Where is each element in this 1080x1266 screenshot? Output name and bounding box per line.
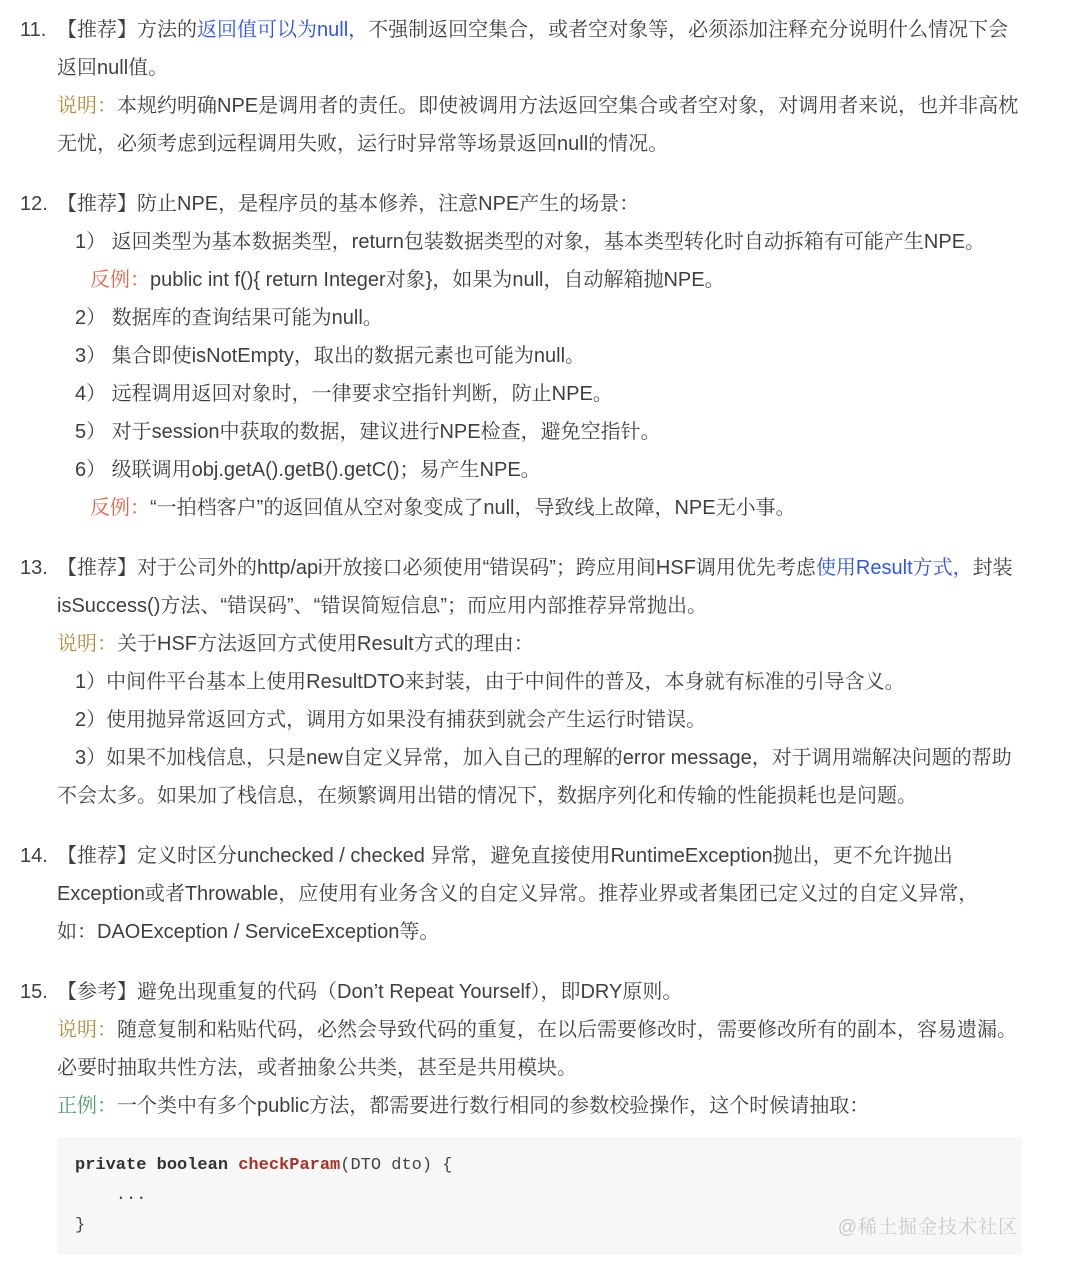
doc-line xyxy=(57,87,1060,125)
note-label: 说明： xyxy=(57,95,117,117)
code-keyword: private boolean xyxy=(75,1156,239,1175)
text-segment: 【参考】避免出现重复的代码（Don’t Repeat Yourself），即DRY原则。 xyxy=(57,981,683,1003)
text-segment: 5） 对于session中获取的数据，建议进行NPE检查，避免空指针。 xyxy=(75,421,661,443)
text-segment: 本规约明确NPE是调用者的责任。即使被调用方法返回空集合或者空对象，对调用者来说，也并非高枕 xyxy=(117,95,1019,117)
text-segment: 返回null值。 xyxy=(57,57,169,79)
text-segment: 【推荐】方法的 xyxy=(57,19,197,41)
item-number: 13. xyxy=(20,557,48,579)
doc-line xyxy=(57,701,1060,739)
item-number: 14. xyxy=(20,845,48,867)
doc-line xyxy=(57,625,1060,663)
text-segment: 【推荐】防止NPE，是程序员的基本修养，注意NPE产生的场景： xyxy=(57,193,640,215)
inline-link[interactable]: 使用Result方式， xyxy=(815,557,973,579)
code-function-name: checkParam xyxy=(238,1156,341,1175)
doc-line xyxy=(57,299,1060,337)
doc-line xyxy=(57,913,1060,951)
text-segment: 随意复制和粘贴代码，必然会导致代码的重复，在以后需要修改时，需要修改所有的副本，容易遗漏。 xyxy=(117,1019,1017,1041)
doc-line xyxy=(57,451,1060,489)
doc-line xyxy=(57,11,1060,49)
inline-link[interactable]: 返回值可以为null， xyxy=(197,19,369,41)
text-segment: 关于HSF方法返回方式使用Result方式的理由： xyxy=(117,633,534,655)
doc-line xyxy=(57,1087,1060,1125)
guideline-item xyxy=(20,549,1060,815)
code-text: (DTO dto) { xyxy=(340,1156,453,1175)
note-label: 说明： xyxy=(57,633,117,655)
text-segment: 2） 数据库的查询结果可能为null。 xyxy=(75,307,383,329)
doc-line xyxy=(57,337,1060,375)
positive-example-label: 正例： xyxy=(57,1095,117,1117)
doc-line xyxy=(57,185,1060,223)
text-segment: 不强制返回空集合，或者空对象等，必须添加注释充分说明什么情况下会 xyxy=(368,19,1009,41)
text-segment: 3）如果不加栈信息，只是new自定义异常，加入自己的理解的error message，对于调用端解决问题的帮助 xyxy=(75,747,1012,769)
watermark: @稀土掘金技术社区 xyxy=(837,1217,1018,1238)
counterexample-label: 反例： xyxy=(90,269,150,291)
text-segment: 【推荐】对于公司外的http/api开放接口必须使用“错误码”；跨应用间HSF调用优先考虑 xyxy=(57,557,816,579)
text-segment: 如：DAOException / ServiceException等。 xyxy=(57,921,440,943)
doc-line xyxy=(57,1049,1060,1087)
text-segment: 2）使用抛异常返回方式，调用方如果没有捕获到就会产生运行时错误。 xyxy=(75,709,707,731)
text-segment: 一个类中有多个public方法，都需要进行数行相同的参数校验操作，这个时候请抽取： xyxy=(117,1095,870,1117)
note-label: 说明： xyxy=(57,1019,117,1041)
text-segment: 1）中间件平台基本上使用ResultDTO来封装，由于中间件的普及，本身就有标准的引导含义。 xyxy=(75,671,905,693)
doc-line xyxy=(57,973,1060,1011)
code-block xyxy=(57,1137,1022,1255)
doc-line xyxy=(57,223,1060,261)
doc-line xyxy=(57,489,1060,527)
doc-line xyxy=(57,413,1060,451)
code-line: } xyxy=(75,1216,86,1235)
item-number: 12. xyxy=(20,193,48,215)
code-line xyxy=(75,1151,1004,1181)
doc-line xyxy=(57,549,1060,587)
text-segment: 封装 xyxy=(972,557,1013,579)
doc-line xyxy=(57,739,1060,777)
guideline-item xyxy=(20,973,1060,1125)
guideline-item xyxy=(20,11,1060,163)
text-segment: 【推荐】定义时区分unchecked / checked 异常，避免直接使用RuntimeException抛出，更不允许抛出 xyxy=(57,845,953,867)
text-segment: 必要时抽取共性方法，或者抽象公共类，甚至是共用模块。 xyxy=(57,1057,577,1079)
doc-line xyxy=(57,663,1060,701)
item-number: 15. xyxy=(20,981,48,1003)
doc-line xyxy=(57,49,1060,87)
text-segment: “一拍档客户”的返回值从空对象变成了null，导致线上故障，NPE无小事。 xyxy=(150,497,796,519)
guideline-item xyxy=(20,837,1060,951)
counterexample-label: 反例： xyxy=(90,497,150,519)
text-segment: 3） 集合即使isNotEmpty，取出的数据元素也可能为null。 xyxy=(75,345,586,367)
doc-line xyxy=(57,837,1060,875)
doc-line xyxy=(57,125,1060,163)
text-segment: 4） 远程调用返回对象时，一律要求空指针判断，防止NPE。 xyxy=(75,383,613,405)
guideline-item xyxy=(20,185,1060,527)
item-number: 11. xyxy=(20,19,47,41)
doc-line xyxy=(57,261,1060,299)
doc-line xyxy=(57,587,1060,625)
guideline-list xyxy=(20,11,1060,1125)
doc-line xyxy=(57,875,1060,913)
doc-line xyxy=(57,777,1060,815)
text-segment: 6） 级联调用obj.getA().getB().getC()；易产生NPE。 xyxy=(75,459,541,481)
code-line: ... xyxy=(75,1186,147,1205)
text-segment: 无忧，必须考虑到远程调用失败，运行时异常等场景返回null的情况。 xyxy=(57,133,669,155)
text-segment: Exception或者Throwable，应使用有业务含义的自定义异常。推荐业界或者集团已定义过的自定义异常， xyxy=(57,883,979,905)
text-segment: 不会太多。如果加了栈信息，在频繁调用出错的情况下，数据序列化和传输的性能损耗也是问题。 xyxy=(57,785,917,807)
text-segment: 1） 返回类型为基本数据类型，return包装数据类型的对象，基本类型转化时自动拆箱有可能产生NPE。 xyxy=(75,231,986,253)
doc-line xyxy=(57,1011,1060,1049)
text-segment: isSuccess()方法、“错误码”、“错误简短信息”；而应用内部推荐异常抛出。 xyxy=(57,595,707,617)
text-segment: public int f(){ return Integer对象}，如果为null，自动解箱抛NPE。 xyxy=(150,269,725,291)
doc-line xyxy=(57,375,1060,413)
